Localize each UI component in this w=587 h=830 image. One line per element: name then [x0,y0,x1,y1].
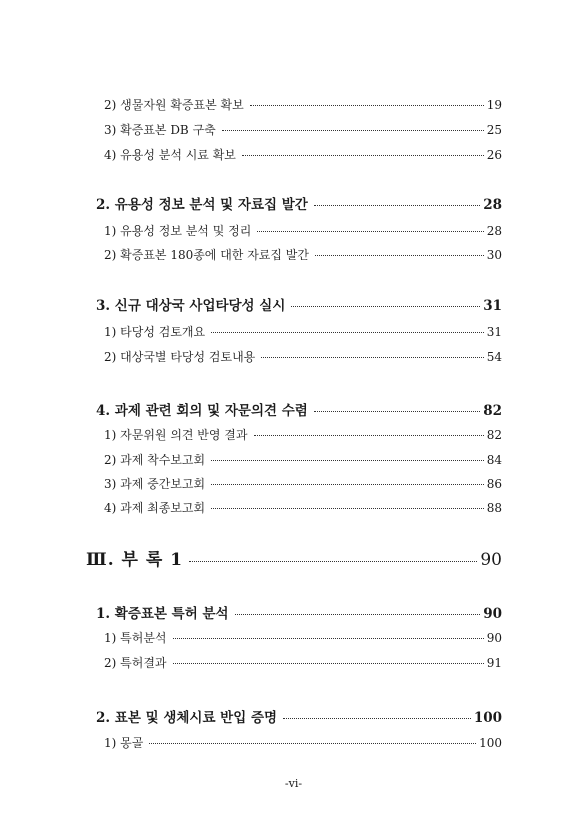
toc-section-label: 2. 유용성 정보 분석 및 자료집 발간 [96,197,308,213]
toc-entry-label: 4) 과제 최종보고회 [104,501,206,515]
dot-leader [242,155,484,156]
toc-entry-label: 4) 유용성 분석 시료 확보 [104,148,236,162]
dot-leader [149,743,476,744]
toc-entry[interactable] [104,222,502,239]
dot-leader [257,231,483,232]
toc-section[interactable] [96,193,502,213]
dot-leader [173,663,484,664]
toc-entry-page: 88 [486,501,502,515]
toc-section-label: 4. 과제 관련 회의 및 자문의견 수렴 [96,403,308,419]
dot-leader [211,508,484,509]
toc-entry-page: 30 [486,248,502,262]
dot-leader [283,718,471,719]
toc-entry[interactable] [104,96,502,113]
dot-leader [189,561,477,562]
toc-entry-label: 3) 과제 중간보고회 [104,477,206,491]
dot-leader [173,638,484,639]
toc-entry-label: 2) 생물자원 확증표본 확보 [104,98,244,112]
toc-part-page: 90 [480,550,502,570]
toc-section[interactable] [96,399,502,419]
toc-section-page: 100 [473,710,502,726]
toc-entry-label: 1) 자문위원 의견 반영 결과 [104,428,248,442]
toc-entry[interactable] [104,654,502,671]
toc-entry-page: 25 [486,123,502,137]
toc-entry-label: 2) 대상국별 타당성 검토내용 [104,350,256,364]
dot-leader [222,130,484,131]
toc-section-label: 1. 확증표본 특허 분석 [96,606,229,622]
toc-entry-page: 31 [486,325,502,339]
toc-entry-label: 2) 특허결과 [104,656,167,670]
toc-entry-page: 100 [479,736,502,750]
dot-leader [235,614,481,615]
toc-entry-page: 82 [486,428,502,442]
dot-leader [314,205,480,206]
toc-entry-page: 54 [486,350,502,364]
toc-part-label: Ⅲ. 부 록 1 [86,550,184,570]
toc-entry[interactable] [104,629,502,646]
toc-entry-label: 1) 유용성 정보 분석 및 정리 [104,224,252,238]
dot-leader [261,357,483,358]
toc-entry-page: 28 [486,224,502,238]
toc-part[interactable] [86,545,502,570]
toc-section-label: 3. 신규 대상국 사업타당성 실시 [96,298,286,314]
toc-entry[interactable] [104,323,502,340]
toc-section-page: 28 [483,197,502,213]
toc-entry-page: 26 [486,148,502,162]
toc-entry-label: 3) 확증표본 DB 구축 [104,123,216,137]
toc-entry-page: 84 [486,453,502,467]
toc-entry[interactable] [104,475,502,492]
toc-section-page: 82 [483,403,502,419]
toc-entry[interactable] [104,146,502,163]
toc-entry-page: 90 [486,631,502,645]
toc-section[interactable] [96,602,502,622]
dot-leader [291,306,480,307]
toc-section-label: 2. 표본 및 생체시료 반입 증명 [96,710,278,726]
toc-entry[interactable] [104,734,502,751]
toc-section[interactable] [96,706,502,726]
toc-entry-label: 2) 확증표본 180종에 대한 자료집 발간 [104,248,309,262]
toc-entry[interactable] [104,121,502,138]
dot-leader [211,460,484,461]
toc-section-page: 31 [483,298,502,314]
dot-leader [314,411,480,412]
toc-entry-label: 1) 몽골 [104,736,144,750]
toc-entry-label: 1) 특허분석 [104,631,167,645]
toc-entry-page: 91 [486,656,502,670]
dot-leader [211,484,484,485]
dot-leader [211,332,484,333]
toc-entry-page: 19 [486,98,502,112]
toc-section[interactable] [96,294,502,314]
dot-leader [250,105,484,106]
toc-entry[interactable] [104,426,502,443]
toc-entry-label: 2) 과제 착수보고회 [104,453,206,467]
toc-entry[interactable] [104,451,502,468]
page-number-footer: -vi- [284,777,303,790]
toc-entry[interactable] [104,348,502,365]
dot-leader [254,435,484,436]
dot-leader [315,255,484,256]
toc-entry-page: 86 [486,477,502,491]
toc-entry[interactable] [104,246,502,263]
toc-section-page: 90 [483,606,502,622]
toc-entry-label: 1) 타당성 검토개요 [104,325,206,339]
toc-entry[interactable] [104,499,502,516]
